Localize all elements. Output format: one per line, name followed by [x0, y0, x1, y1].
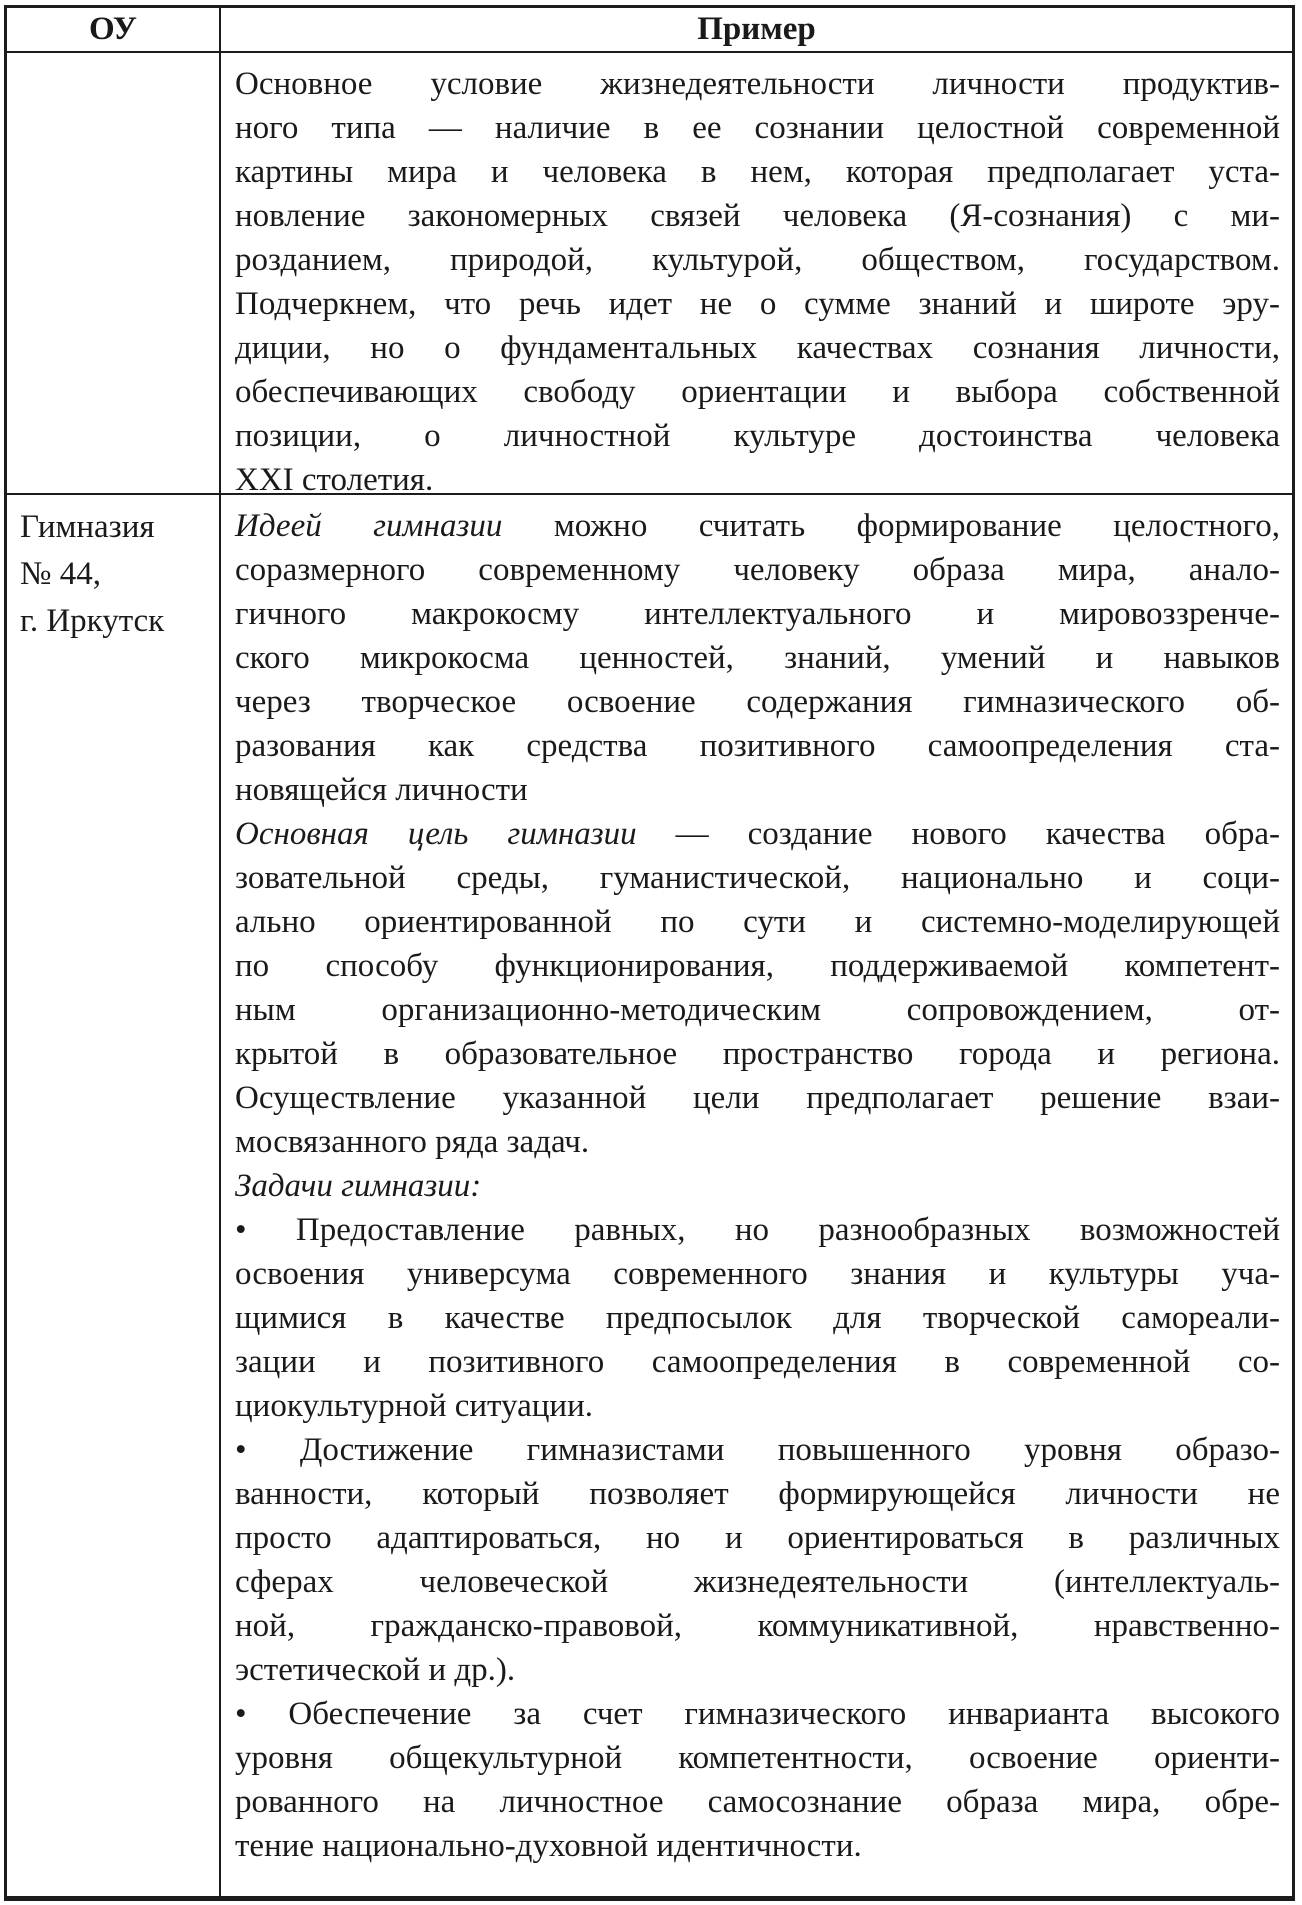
text-line: Осуществление указанной цели предполагает решение взаи-	[235, 1080, 1280, 1116]
table-row-1	[7, 51, 1292, 493]
text-line: новящейся личности	[235, 772, 528, 808]
text-line: ванности, который позволяет формирующейся личности не	[235, 1476, 1280, 1512]
text-line: г. Иркутск	[20, 603, 165, 639]
text-line: Идеей гимназии можно считать формирование целостного,	[235, 508, 1280, 544]
header-cell-ou: ОУ	[7, 8, 221, 51]
text-line: крытой в образовательное пространство города и региона.	[235, 1036, 1280, 1072]
text-line: Основная цель гимназии — создание нового качества обра-	[235, 816, 1280, 852]
text-line: ально ориентированной по сути и системно-моделирующей	[235, 904, 1280, 940]
text-line: через творческое освоение содержания гимназического об-	[235, 684, 1280, 720]
text-line: Гимназия	[20, 509, 155, 545]
text-line: соразмерного современному человеку образа мира, анало-	[235, 552, 1280, 588]
text-line: XXI столетия.	[235, 462, 434, 493]
italic-lead-in: Задачи гимназии:	[235, 1168, 482, 1204]
text-line: зовательной среды, гуманистической, национально и соци-	[235, 860, 1280, 896]
cell-ou-gymnasium-44-irkutsk	[7, 495, 221, 1896]
text-line: разования как средства позитивного самоопределения ста-	[235, 728, 1280, 764]
text-line: № 44,	[20, 556, 101, 592]
text-line: циокультурной ситуации.	[235, 1388, 593, 1424]
italic-lead-in: Основная цель гимназии	[235, 816, 637, 852]
text-line: уровня общекультурной компетентности, освоение ориенти-	[235, 1740, 1280, 1776]
header-cell-example: Пример	[697, 11, 816, 47]
text-line: тение национально-духовной идентичности.	[235, 1828, 862, 1864]
text-line: • Предоставление равных, но разнообразных возможностей	[235, 1212, 1280, 1248]
text-line: гичного макрокосму интеллектуального и мировоззренче-	[235, 596, 1280, 632]
table-row-2	[7, 493, 1292, 1896]
text-line: зации и позитивного самоопределения в современной со-	[235, 1344, 1280, 1380]
text-line: по способу функционирования, поддерживаемой компетент-	[235, 948, 1280, 984]
text-line: просто адаптироваться, но и ориентироваться в различных	[235, 1520, 1280, 1556]
text-line: новление закономерных связей человека (Я-сознания) с ми-	[235, 198, 1280, 234]
text-line: ного типа — наличие в ее сознании целостной современной	[235, 110, 1280, 146]
text-line: освоения универсума современного знания и культуры уча-	[235, 1256, 1280, 1292]
text-line: • Достижение гимназистами повышенного уровня образо-	[235, 1432, 1280, 1468]
cell-example-gymnasium-description	[221, 495, 1292, 1896]
text-line: картины мира и человека в нем, которая предполагает уста-	[235, 154, 1280, 190]
text-line: эстетической и др.).	[235, 1652, 516, 1688]
text-line: рованного на личностное самосознание образа мира, обре-	[235, 1784, 1280, 1820]
table-header-row	[7, 8, 1292, 51]
document-table	[4, 5, 1295, 1901]
text-line: диции, но о фундаментальных качествах сознания личности,	[235, 330, 1280, 366]
text-line: щимися в качестве предпосылок для творческой самореали-	[235, 1300, 1280, 1336]
italic-lead-in: Идеей гимназии	[235, 508, 503, 544]
text-line: розданием, природой, культурой, обществом, государством.	[235, 242, 1280, 278]
text-line: мосвязанного ряда задач.	[235, 1124, 590, 1160]
text-line: позиции, о личностной культуре достоинства человека	[235, 418, 1280, 454]
text-line: Основное условие жизнедеятельности личности продуктив-	[235, 66, 1280, 102]
text-line: • Обеспечение за счет гимназического инварианта высокого	[235, 1696, 1280, 1732]
cell-example-main-condition	[221, 53, 1292, 493]
text-line	[235, 1164, 1280, 1208]
text-line: ной, гражданско-правовой, коммуникативной, нравственно-	[235, 1608, 1280, 1644]
text-line: сферах человеческой жизнедеятельности (интеллектуаль-	[235, 1564, 1280, 1600]
text-line: ным организационно-методическим сопровождением, от-	[235, 992, 1280, 1028]
text-line: ского микрокосма ценностей, знаний, умений и навыков	[235, 640, 1280, 676]
text-line: Подчеркнем, что речь идет не о сумме знаний и широте эру-	[235, 286, 1280, 322]
cell-ou-empty	[7, 53, 221, 493]
text-line: обеспечивающих свободу ориентации и выбора собственной	[235, 374, 1280, 410]
